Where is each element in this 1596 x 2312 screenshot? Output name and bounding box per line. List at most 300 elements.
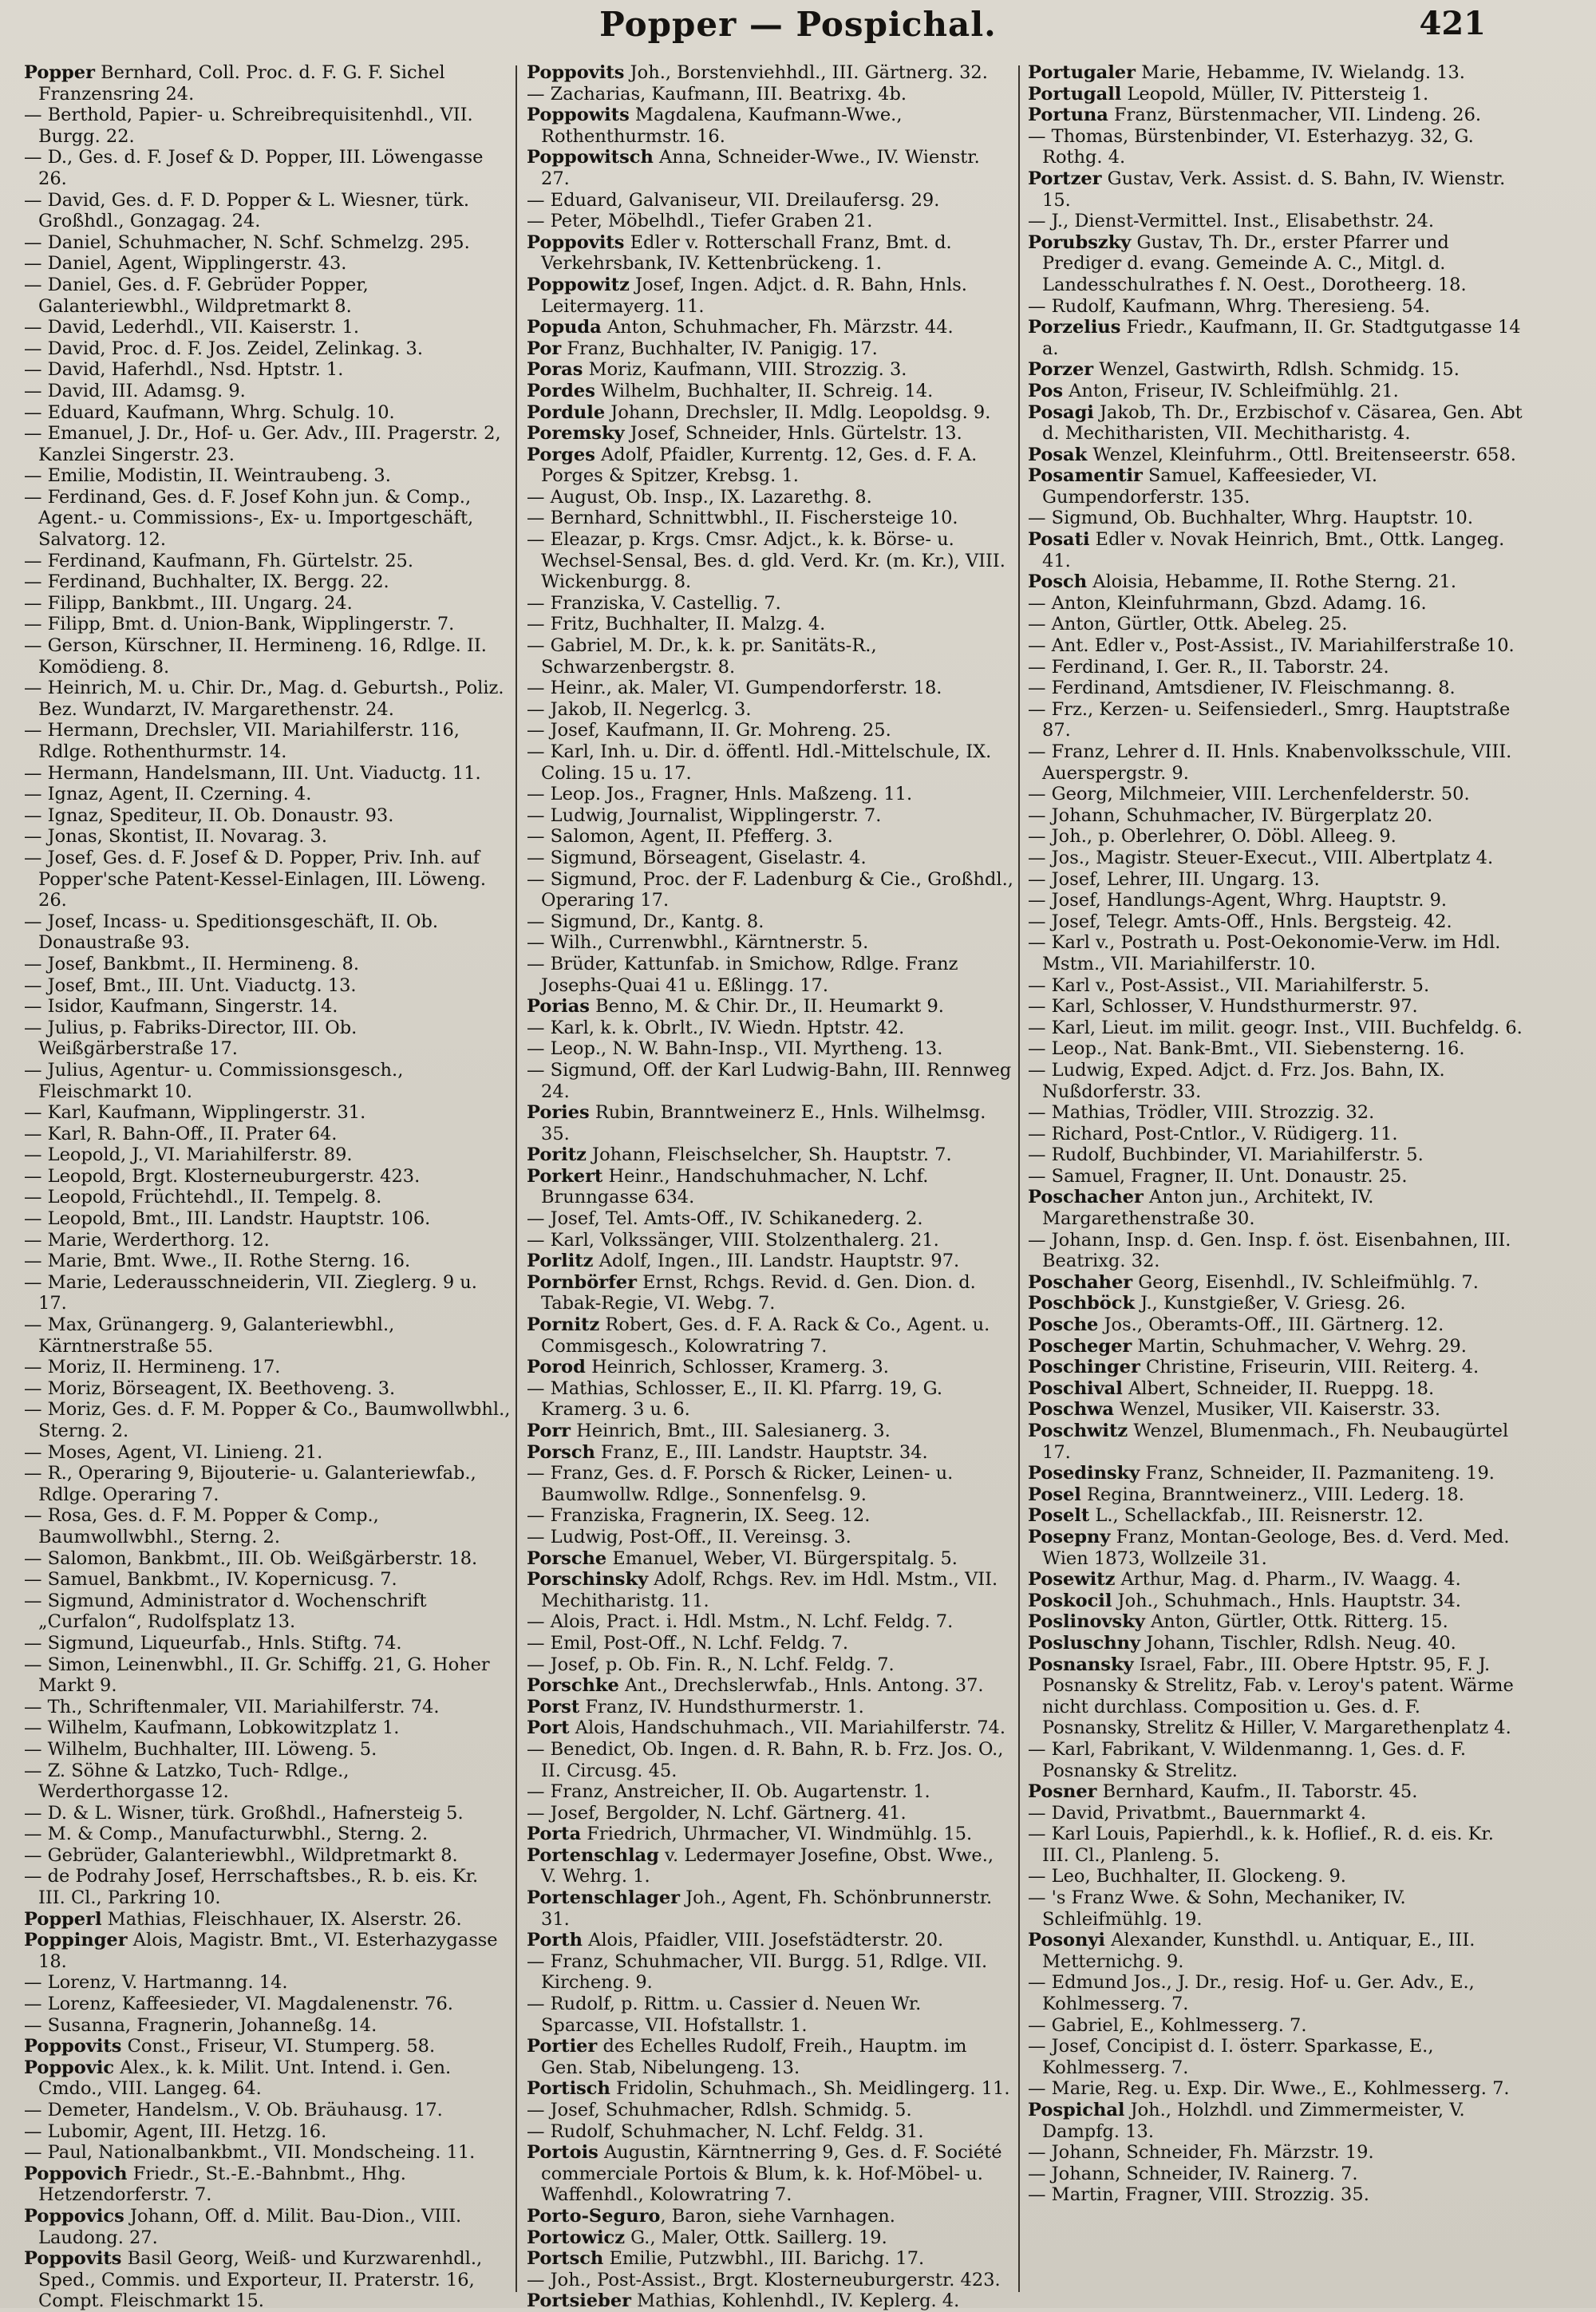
directory-entry: — Isidor, Kaufmann, Singerstr. 14.	[24, 996, 338, 1018]
directory-entry: Porkert Heinr., Handschuhmacher, N. Lchf. Brunngasse 634.	[527, 1165, 929, 1208]
entry-surname: Poselt	[1028, 1505, 1090, 1527]
entry-surname: Poschinger	[1028, 1357, 1140, 1378]
directory-entry: Poschacher Anton jun., Architekt, IV. Margarethenstraße 30.	[1028, 1187, 1374, 1230]
directory-entry: Porta Friedrich, Uhrmacher, VI. Windmühlg. 15.	[527, 1824, 973, 1845]
directory-entry: Portugall Leopold, Müller, IV. Pittersteig 1.	[1028, 83, 1429, 105]
directory-entry: Portugaler Marie, Hebamme, IV. Wielandg. 13.	[1028, 62, 1465, 83]
directory-entry: — Gabriel, E., Kohlmesserg. 7.	[1028, 2014, 1307, 2036]
directory-entry: — Josef, Handlungs-Agent, Whrg. Hauptstr. 9.	[1028, 890, 1448, 911]
entry-surname: Portier	[527, 2036, 598, 2057]
directory-entry: — David, Proc. d. F. Jos. Zeidel, Zelinkag. 3.	[24, 338, 424, 359]
directory-entry: — Lubomir, Agent, III. Hetzg. 16.	[24, 2120, 327, 2142]
directory-entry: — Karl v., Post-Assist., VII. Mariahilferstr. 5.	[1028, 974, 1430, 996]
entry-surname: Portsieber	[527, 2290, 632, 2312]
directory-entry: — Sigmund, Proc. der F. Ladenburg & Cie., Großhdl., Operaring 17.	[527, 868, 1013, 911]
directory-entry: — Ludwig, Exped. Adjct. d. Frz. Jos. Bahn, IX. Nußdorferstr. 33.	[1028, 1059, 1445, 1102]
directory-entry: Posagi Jakob, Th. Dr., Erzbischof v. Cäsarea, Gen. Abt d. Mechitharisten, VII. Mechitharistg. 4.	[1028, 401, 1523, 445]
directory-entry: — Samuel, Bankbmt., IV. Kopernicusg. 7.	[24, 1569, 397, 1591]
directory-entry: — D., Ges. d. F. Josef & D. Popper, III. Löwengasse 26.	[24, 147, 484, 189]
directory-entry: Porias Benno, M. & Chir. Dr., II. Heumarkt 9.	[527, 996, 944, 1018]
entry-surname: Poskocil	[1028, 1590, 1112, 1611]
directory-entry: Pordule Johann, Drechsler, II. Mdlg. Leopoldsg. 9.	[527, 401, 991, 423]
directory-entry: Posonyi Alexander, Kunsthdl. u. Antiquar, E., III. Metternichg. 9.	[1028, 1930, 1476, 1972]
entry-surname: Poschacher	[1028, 1187, 1144, 1208]
entry-surname: Posamentir	[1028, 465, 1143, 487]
directory-entry: Popperl Mathias, Fleischhauer, IX. Alserstr. 26.	[24, 1908, 462, 1930]
directory-entry: Porzer Wenzel, Gastwirth, Rdlsh. Schmidg. 15.	[1028, 359, 1460, 381]
directory-entry: Porzelius Friedr., Kaufmann, II. Gr. Stadtgutgasse 14 a.	[1028, 317, 1521, 359]
directory-entry: Poppovits Edler v. Rotterschall Franz, Bmt. d. Verkehrsbank, IV. Kettenbrückeng. 1.	[527, 231, 952, 275]
directory-entry: Poremsky Josef, Schneider, Hnls. Gürtelstr. 13.	[527, 423, 962, 445]
directory-entry: — August, Ob. Insp., IX. Lazarethg. 8.	[527, 486, 872, 508]
directory-entry: — Julius, p. Fabriks-Director, III. Ob. Weißgärberstraße 17.	[24, 1017, 358, 1060]
directory-entry: — Leop., N. W. Bahn-Insp., VII. Myrtheng. 13.	[527, 1038, 943, 1060]
directory-entry: — Salomon, Agent, II. Pfefferg. 3.	[527, 826, 833, 848]
directory-entry: — Salomon, Bankbmt., III. Ob. Weißgärberstr. 18.	[24, 1547, 478, 1569]
directory-entry: — Josef, Concipist d. I. österr. Sparkasse, E., Kohlmesserg. 7.	[1028, 2036, 1434, 2078]
entry-surname: Poppowitsch	[527, 147, 654, 168]
entry-surname: Poppovich	[24, 2163, 128, 2184]
directory-entry: — R., Operaring 9, Bijouterie- u. Galanteriewfab., Rdlge. Operaring 7.	[24, 1463, 476, 1505]
directory-entry: Posel Regina, Branntweinerz., VIII. Lederg. 18.	[1028, 1484, 1464, 1505]
directory-entry: Pornitz Robert, Ges. d. F. A. Rack & Co., Agent. u. Commisgesch., Kolowratring 7.	[527, 1314, 990, 1357]
directory-entry: — 's Franz Wwe. & Sohn, Mechaniker, IV. Schleifmühlg. 19.	[1028, 1887, 1406, 1930]
directory-entry: — Heinr., ak. Maler, VI. Gumpendorferstr. 18.	[527, 678, 942, 699]
directory-entry: — Anton, Kleinfuhrmann, Gbzd. Adamg. 16.	[1028, 592, 1427, 614]
entry-surname: Portois	[527, 2142, 598, 2164]
directory-entry: — Karl, Volkssänger, VIII. Stolzenthalerg. 21.	[527, 1229, 939, 1251]
directory-entry: Porr Heinrich, Bmt., III. Salesianerg. 3.	[527, 1421, 891, 1441]
directory-entry: — Richard, Post-Cntlor., V. Rüdigerg. 11.	[1028, 1123, 1398, 1144]
directory-entry: — Josef, Tel. Amts-Off., IV. Schikanederg. 2.	[527, 1208, 923, 1230]
directory-entry: Posnansky Israel, Fabr., III. Obere Hptstr. 95, F. J. Posnansky & Strelitz, Fab. v. Leroy's patent. Wärme nicht durchlass. Composition u. Ges. d. F. Posnansky, Strelitz & Hiller, V. Margarethenplatz 4.	[1028, 1654, 1514, 1739]
entry-surname: Portzer	[1028, 168, 1102, 189]
directory-entry: — Josef, Bankbmt., II. Hermineng. 8.	[24, 953, 359, 974]
entry-surname: Porzer	[1028, 359, 1094, 381]
directory-entry: — Samuel, Fragner, II. Unt. Donaustr. 25.	[1028, 1165, 1408, 1187]
entry-surname: Posche	[1028, 1314, 1099, 1336]
directory-entry: — Berthold, Papier- u. Schreibrequisitenhdl., VII. Burgg. 22.	[24, 105, 473, 147]
directory-entry: — Ferdinand, Kaufmann, Fh. Gürtelstr. 25.	[24, 550, 414, 571]
entry-surname: Posch	[1028, 571, 1088, 593]
directory-entry: Poppovich Friedr., St.-E.-Bahnbmt., Hhg. Hetzendorferstr. 7.	[24, 2163, 406, 2206]
directory-entry: — Franziska, V. Castellig. 7.	[527, 592, 781, 614]
directory-entry: Pordes Wilhelm, Buchhalter, II. Schreig. 14.	[527, 380, 934, 401]
directory-entry: Porto-Seguro, Baron, siehe Varnhagen.	[527, 2205, 895, 2227]
entry-surname: Pospichal	[1028, 2100, 1125, 2120]
directory-entry: — Leop. Jos., Fragner, Hnls. Maßzeng. 11.	[527, 784, 913, 805]
entry-surname: Portenschlager	[527, 1887, 680, 1909]
directory-entry: — Ferdinand, Ges. d. F. Josef Kohn jun. & Comp., Agent.- u. Commissions-, Ex- u. Importgeschäft, Salvatorg. 12.	[24, 486, 474, 551]
directory-entry: — Sigmund, Off. der Karl Ludwig-Bahn, III. Rennweg 24.	[527, 1059, 1012, 1102]
directory-entry: — Daniel, Schuhmacher, N. Schf. Schmelzg. 295.	[24, 231, 470, 253]
directory-entry: — Leo, Buchhalter, II. Glockeng. 9.	[1028, 1866, 1346, 1887]
directory-entry: — Marie, Bmt. Wwe., II. Rothe Sterng. 16.	[24, 1251, 411, 1272]
directory-entry: — Josef, Bmt., III. Unt. Viaductg. 13.	[24, 974, 357, 996]
entry-surname: Porges	[527, 444, 595, 465]
directory-entry: Poppovits Basil Georg, Weiß- und Kurzwarenhdl., Sped., Commis. und Exporteur, II. Praterstr. 16, Compt. Fleischmarkt 15.	[24, 2248, 483, 2312]
column-middle	[527, 62, 1013, 2312]
directory-entry: — Filipp, Bankbmt., III. Ungarg. 24.	[24, 592, 353, 614]
directory-entry: — Ant. Edler v., Post-Assist., IV. Mariahilferstraße 10.	[1028, 635, 1515, 657]
directory-entry: — Emanuel, J. Dr., Hof- u. Ger. Adv., III. Pragerstr. 2, Kanzlei Singerstr. 23.	[24, 423, 501, 465]
entry-surname: Porr	[527, 1421, 571, 1441]
directory-entry: — Wilhelm, Kaufmann, Lobkowitzplatz 1.	[24, 1717, 400, 1739]
directory-entry: Popper Bernhard, Coll. Proc. d. F. G. F. Sichel Franzensring 24.	[24, 62, 445, 105]
directory-entry: Portsch Emilie, Putzwbhl., III. Barichg. 17.	[527, 2248, 925, 2270]
directory-entry: — Karl, Fabrikant, V. Wildenmanng. 1, Ges. d. F. Posnansky & Strelitz.	[1028, 1738, 1466, 1781]
entry-surname: Poschwitz	[1028, 1421, 1128, 1441]
directory-entry: — Demeter, Handelsm., V. Ob. Bräuhausg. 17.	[24, 2100, 443, 2120]
directory-entry: — J., Dienst-Vermittel. Inst., Elisabethstr. 24.	[1028, 211, 1435, 232]
entry-surname: Posewitz	[1028, 1569, 1116, 1591]
entry-surname: Porkert	[527, 1165, 603, 1187]
directory-entry: Pospichal Joh., Holzhdl. und Zimmermeister, V. Dampfg. 13.	[1028, 2100, 1465, 2142]
directory-entry: Porschinsky Adolf, Rchgs. Rev. im Hdl. Mstm., VII. Mechitharistg. 11.	[527, 1569, 998, 1611]
directory-entry: Poppinger Alois, Magistr. Bmt., VI. Esterhazygasse 18.	[24, 1930, 498, 1972]
entry-surname: Poppovits	[527, 231, 625, 253]
directory-entry: Por Franz, Buchhalter, IV. Panigig. 17.	[527, 338, 878, 359]
entry-surname: Portowicz	[527, 2227, 625, 2248]
directory-entry: — Karl, k. k. Obrlt., IV. Wiedn. Hptstr. 42.	[527, 1017, 905, 1038]
directory-entry: — Sigmund, Liqueurfab., Hnls. Stiftg. 74.	[24, 1632, 402, 1654]
column-divider	[1018, 65, 1020, 2292]
directory-entry: — Joh., p. Oberlehrer, O. Döbl. Alleeg. 9.	[1028, 826, 1396, 848]
directory-entry: Poppovic Alex., k. k. Milit. Unt. Intend. i. Gen. Cmdo., VIII. Langeg. 64.	[24, 2057, 452, 2100]
directory-entry: — de Podrahy Josef, Herrschaftsbes., R. b. eis. Kr. III. Cl., Parkring 10.	[24, 1866, 479, 1909]
directory-entry: — Max, Grünangerg. 9, Galanteriewbhl., Kärntnerstraße 55.	[24, 1314, 395, 1357]
entry-surname: Pornitz	[527, 1314, 600, 1336]
directory-entry: Port Alois, Handschuhmach., VII. Mariahilferstr. 74.	[527, 1717, 1006, 1739]
page-title: Popper — Pospichal.	[599, 5, 997, 44]
directory-entry: — Emil, Post-Off., N. Lchf. Feldg. 7.	[527, 1632, 849, 1654]
directory-entry: Posati Edler v. Novak Heinrich, Bmt., Ottk. Langeg. 41.	[1028, 529, 1505, 571]
directory-entry: — Johann, Insp. d. Gen. Insp. f. öst. Eisenbahnen, III. Beatrixg. 32.	[1028, 1229, 1511, 1272]
column-right	[1028, 62, 1524, 2297]
entry-surname: Porschinsky	[527, 1569, 649, 1591]
entry-surname: Porod	[527, 1357, 586, 1378]
directory-entry: Posedinsky Franz, Schneider, II. Pazmaniteng. 19.	[1028, 1463, 1495, 1484]
directory-entry: — Gabriel, M. Dr., k. k. pr. Sanitäts-R., Schwarzenbergstr. 8.	[527, 635, 877, 678]
directory-entry: Poselt L., Schellackfab., III. Reisnerstr. 12.	[1028, 1505, 1424, 1527]
directory-entry: — Karl Louis, Papierhdl., k. k. Hoflief., R. d. eis. Kr. III. Cl., Planleng. 5.	[1028, 1824, 1494, 1866]
directory-entry: — Martin, Fragner, VIII. Strozzig. 35.	[1028, 2184, 1369, 2206]
directory-entry: — Gerson, Kürschner, II. Hermineng. 16, Rdlge. II. Komödieng. 8.	[24, 635, 487, 678]
directory-entry: Porod Heinrich, Schlosser, Kramerg. 3.	[527, 1357, 889, 1378]
entry-surname: Posel	[1028, 1484, 1081, 1505]
directory-entry: Portuna Franz, Bürstenmacher, VII. Lindeng. 26.	[1028, 105, 1482, 126]
directory-entry: Porschke Ant., Drechslerwfab., Hnls. Antong. 37.	[527, 1675, 984, 1697]
directory-entry: — Gebrüder, Galanteriewbhl., Wildpretmarkt 8.	[24, 1844, 458, 1866]
entry-surname: Portugall	[1028, 83, 1122, 105]
directory-entry: — Leop., Nat. Bank-Bmt., VII. Siebensterng. 16.	[1028, 1038, 1465, 1060]
directory-entry: Posak Wenzel, Kleinfuhrm., Ottl. Breitenseerstr. 658.	[1028, 444, 1516, 465]
directory-entry: Poppovics Johann, Off. d. Milit. Bau-Dion., VIII. Laudong. 27.	[24, 2205, 462, 2248]
directory-entry: Porubszky Gustav, Th. Dr., erster Pfarrer und Prediger d. evang. Gemeinde A. C., Mitgl. d. Landesschulrathes f. N. Oest., Dorotheerg. 18.	[1028, 231, 1467, 295]
directory-entry: Poppowits Magdalena, Kaufmann-Wwe., Rothenthurmstr. 16.	[527, 105, 903, 147]
directory-entry: — Karl, Kaufmann, Wipplingerstr. 31.	[24, 1102, 366, 1124]
directory-entry: Portenschlag v. Ledermayer Josefine, Obst. Wwe., V. Wehrg. 1.	[527, 1844, 994, 1887]
directory-entry: — Hermann, Drechsler, VII. Mariahilferstr. 116, Rdlge. Rothenthurmstr. 14.	[24, 720, 460, 762]
directory-entry: Posner Bernhard, Kaufm., II. Taborstr. 45.	[1028, 1781, 1418, 1803]
entry-surname: Pordule	[527, 401, 606, 423]
directory-entry: — Ludwig, Journalist, Wipplingerstr. 7.	[527, 804, 882, 826]
entry-surname: Poppovits	[24, 2036, 122, 2057]
directory-entry: — Benedict, Ob. Ingen. d. R. Bahn, R. b. Frz. Jos. O., II. Circusg. 45.	[527, 1738, 1004, 1781]
directory-entry: — Jonas, Skontist, II. Novarag. 3.	[24, 826, 327, 848]
directory-entry: Poschinger Christine, Friseurin, VIII. Reiterg. 4.	[1028, 1357, 1479, 1378]
directory-entry: Poschwa Wenzel, Musiker, VII. Kaiserstr. 33.	[1028, 1399, 1441, 1421]
entry-surname: Poritz	[527, 1144, 587, 1166]
directory-entry: Poritz Johann, Fleischselcher, Sh. Hauptstr. 7.	[527, 1144, 952, 1166]
directory-entry: — Franz, Ges. d. F. Porsch & Ricker, Leinen- u. Baumwollw. Rdlge., Sonnenfelsg. 9.	[527, 1463, 954, 1505]
column-left	[24, 62, 511, 2312]
entry-surname: Portsch	[527, 2248, 604, 2270]
directory-entry: Poscheger Martin, Schuhmacher, V. Wehrg. 29.	[1028, 1335, 1467, 1357]
entry-surname: Portugaler	[1028, 62, 1136, 83]
directory-entry: — Ignaz, Spediteur, II. Ob. Donaustr. 93.	[24, 804, 394, 826]
directory-entry: — Leopold, Bmt., III. Landstr. Hauptstr. 106.	[24, 1208, 431, 1230]
directory-entry: — Rudolf, Kaufmann, Whrg. Theresieng. 54.	[1028, 295, 1431, 317]
directory-entry: Portsieber Mathias, Kohlenhdl., IV. Keplerg. 4.	[527, 2290, 960, 2312]
directory-entry: — Anton, Gürtler, Ottk. Abeleg. 25.	[1028, 614, 1348, 635]
directory-entry: Posewitz Arthur, Mag. d. Pharm., IV. Waagg. 4.	[1028, 1569, 1461, 1591]
entry-surname: Porto-Seguro	[527, 2205, 661, 2227]
directory-entry: Pories Rubin, Branntweinerz E., Hnls. Wilhelmsg. 35.	[527, 1102, 986, 1144]
directory-entry: Poppovits Const., Friseur, VI. Stumperg. 58.	[24, 2036, 436, 2057]
entry-surname: Porth	[527, 1930, 583, 1951]
directory-entry: — Karl, R. Bahn-Off., II. Prater 64.	[24, 1123, 338, 1144]
entry-surname: Porsche	[527, 1547, 607, 1569]
directory-entry: — Moriz, Ges. d. F. M. Popper & Co., Baumwollwbhl., Sterng. 2.	[24, 1399, 511, 1441]
directory-entry: Poppovits Joh., Borstenviehhdl., III. Gärtnerg. 32.	[527, 62, 988, 83]
directory-entry: Portier des Echelles Rudolf, Freih., Hauptm. im Gen. Stab, Nibelungeng. 13.	[527, 2036, 967, 2078]
directory-entry: — Peter, Möbelhdl., Tiefer Graben 21.	[527, 211, 873, 232]
directory-entry: — David, Ges. d. F. D. Popper & L. Wiesner, türk. Großhdl., Gonzagag. 24.	[24, 189, 470, 232]
entry-surname: Portisch	[527, 2078, 610, 2100]
entry-surname: Porlitz	[527, 1251, 594, 1272]
entry-surname: Poppovits	[24, 2248, 122, 2270]
directory-entry: — Zacharias, Kaufmann, III. Beatrixg. 4b.	[527, 83, 907, 105]
directory-entry: — Leopold, Brgt. Klosterneuburgerstr. 423.	[24, 1165, 421, 1187]
entry-surname: Port	[527, 1717, 570, 1739]
entry-surname: Poppowitz	[527, 274, 630, 295]
directory-entry: — Ferdinand, Amtsdiener, IV. Fleischmanng. 8.	[1028, 678, 1456, 699]
entry-surname: Porsch	[527, 1441, 595, 1463]
entry-surname: Porubszky	[1028, 231, 1132, 253]
directory-entry: — Johann, Schuhmacher, IV. Bürgerplatz 20.	[1028, 804, 1433, 826]
directory-entry: — Franz, Anstreicher, II. Ob. Augartenstr. 1.	[527, 1781, 930, 1803]
entry-surname: Posagi	[1028, 401, 1094, 423]
entry-surname: Popuda	[527, 317, 602, 338]
directory-entry: — D. & L. Wisner, türk. Großhdl., Hafnersteig 5.	[24, 1802, 464, 1824]
directory-entry: — Hermann, Handelsmann, III. Unt. Viaductg. 11.	[24, 762, 481, 784]
directory-entry: — Karl, Inh. u. Dir. d. öffentl. Hdl.-Mittelschule, IX. Coling. 15 u. 17.	[527, 741, 992, 784]
entry-surname: Poppovic	[24, 2057, 115, 2078]
entry-surname: Pories	[527, 1102, 590, 1124]
directory-entry: — Karl, Schlosser, V. Hundsthurmerstr. 97.	[1028, 996, 1418, 1018]
entry-surname: Posnansky	[1028, 1654, 1134, 1675]
directory-entry: — Heinrich, M. u. Chir. Dr., Mag. d. Geburtsh., Poliz. Bez. Wundarzt, IV. Margarethenstr. 24.	[24, 678, 504, 720]
entry-surname: Poschival	[1028, 1377, 1123, 1399]
directory-entry: — Wilh., Currenwbhl., Kärntnerstr. 5.	[527, 932, 869, 954]
directory-entry: — Josef, Bergolder, N. Lchf. Gärtnerg. 41.	[527, 1802, 907, 1824]
entry-surname: Poras	[527, 359, 583, 381]
directory-entry: Portzer Gustav, Verk. Assist. d. S. Bahn, IV. Wienstr. 15.	[1028, 168, 1506, 211]
directory-entry: — Josef, Telegr. Amts-Off., Hnls. Bergsteig. 42.	[1028, 911, 1452, 932]
directory-entry: — Marie, Reg. u. Exp. Dir. Wwe., E., Kohlmesserg. 7.	[1028, 2078, 1510, 2100]
entry-surname: Poschböck	[1028, 1293, 1136, 1314]
entry-surname: Poppinger	[24, 1930, 128, 1951]
directory-entry: — Mathias, Trödler, VIII. Strozzig. 32.	[1028, 1102, 1375, 1124]
directory-entry: Poschböck J., Kunstgießer, V. Griesg. 26.	[1028, 1293, 1406, 1314]
directory-entry: — Filipp, Bmt. d. Union-Bank, Wipplingerstr. 7.	[24, 614, 455, 635]
directory-entry: — Sigmund, Dr., Kantg. 8.	[527, 911, 764, 932]
entry-surname: Porst	[527, 1696, 580, 1717]
directory-entry: — Lorenz, Kaffeesieder, VI. Magdalenenstr. 76.	[24, 1994, 453, 2015]
directory-entry: — Thomas, Bürstenbinder, VI. Esterhazyg. 32, G. Rothg. 4.	[1028, 125, 1474, 168]
directory-entry: — Rudolf, p. Rittm. u. Cassier d. Neuen Wr. Sparcasse, VII. Hofstallstr. 1.	[527, 1994, 922, 2036]
entry-surname: Portuna	[1028, 105, 1108, 126]
directory-entry: — Moriz, II. Hermineng. 17.	[24, 1357, 281, 1378]
directory-entry: — Josef, Lehrer, III. Ungarg. 13.	[1028, 868, 1320, 890]
entry-surname: Porias	[527, 996, 590, 1018]
directory-entry: — Rudolf, Buchbinder, VI. Mariahilferstr. 5.	[1028, 1144, 1424, 1166]
directory-entry: — Leopold, J., VI. Mariahilferstr. 89.	[24, 1144, 353, 1166]
directory-entry: — Julius, Agentur- u. Commissionsgesch., Fleischmarkt 10.	[24, 1059, 404, 1102]
directory-entry: — Marie, Lederausschneiderin, VII. Zieglerg. 9 u. 17.	[24, 1271, 477, 1314]
directory-entry: — Franz, Schuhmacher, VII. Burgg. 51, Rdlge. VII. Kircheng. 9.	[527, 1950, 988, 1994]
directory-entry: — Paul, Nationalbankbmt., VII. Mondscheing. 11.	[24, 2142, 476, 2164]
column-divider	[516, 65, 517, 2292]
directory-entry: — Josef, p. Ob. Fin. R., N. Lchf. Feldg. 7.	[527, 1654, 895, 1675]
directory-entry: — Rosa, Ges. d. F. M. Popper & Comp., Baumwollwbhl., Sterng. 2.	[24, 1505, 379, 1547]
directory-entry: — David, Privatbmt., Bauernmarkt 4.	[1028, 1802, 1367, 1824]
directory-entry: — Emilie, Modistin, II. Weintraubeng. 3.	[24, 465, 391, 487]
entry-surname: Portenschlag	[527, 1844, 659, 1866]
entry-surname: Poppovics	[24, 2205, 124, 2227]
directory-entry: — Daniel, Agent, Wipplingerstr. 43.	[24, 253, 347, 275]
directory-entry: Posche Jos., Oberamts-Off., III. Gärtnerg. 12.	[1028, 1314, 1444, 1336]
directory-entry: Portenschlager Joh., Agent, Fh. Schönbrunnerstr. 31.	[527, 1887, 993, 1930]
directory-entry: Poskocil Joh., Schuhmach., Hnls. Hauptstr. 34.	[1028, 1590, 1461, 1611]
directory-entry: Poslinovsky Anton, Gürtler, Ottk. Ritterg. 15.	[1028, 1611, 1448, 1633]
directory-entry: — Jos., Magistr. Steuer-Execut., VIII. Albertplatz 4.	[1028, 847, 1494, 868]
page-number: 421	[1419, 5, 1486, 42]
entry-surname: Pornbörfer	[527, 1271, 637, 1293]
directory-entry: — Mathias, Schlosser, E., II. Kl. Pfarrg. 19, G. Kramerg. 3 u. 6.	[527, 1377, 942, 1421]
directory-entry: — Marie, Werderthorg. 12.	[24, 1229, 270, 1251]
directory-entry: — Simon, Leinenwbhl., II. Gr. Schiffg. 21, G. Hoher Markt 9.	[24, 1654, 490, 1697]
directory-entry: — Franz, Lehrer d. II. Hnls. Knabenvolksschule, VIII. Auerspergstr. 9.	[1028, 741, 1512, 784]
entry-surname: Poppovits	[527, 62, 625, 83]
entry-surname: Posepny	[1028, 1526, 1111, 1547]
directory-entry: — Josef, Schuhmacher, Rdlsh. Schmidg. 5.	[527, 2100, 912, 2120]
directory-entry: — Karl v., Postrath u. Post-Oekonomie-Verw. im Hdl. Mstm., VII. Mariahilferstr. 10.	[1028, 932, 1501, 974]
directory-entry: Porsch Franz, E., III. Landstr. Hauptstr. 34.	[527, 1441, 928, 1463]
entry-surname: Popper	[24, 62, 95, 83]
directory-entry: — Franziska, Fragnerin, IX. Seeg. 12.	[527, 1505, 871, 1527]
entry-surname: Poscheger	[1028, 1335, 1132, 1357]
entry-surname: Poremsky	[527, 423, 625, 445]
directory-entry: — Johann, Schneider, Fh. Märzstr. 19.	[1028, 2142, 1374, 2164]
directory-entry: — Frz., Kerzen- u. Seifensiederl., Smrg. Hauptstraße 87.	[1028, 698, 1511, 741]
directory-entry: Posepny Franz, Montan-Geologe, Bes. d. Verd. Med. Wien 1873, Wollzeile 31.	[1028, 1526, 1510, 1569]
directory-entry: — Moses, Agent, VI. Linieng. 21.	[24, 1441, 323, 1463]
directory-entry: Pos Anton, Friseur, IV. Schleifmühlg. 21.	[1028, 380, 1399, 401]
directory-entry: Porth Alois, Pfaidler, VIII. Josefstädterstr. 20.	[527, 1930, 944, 1951]
directory-entry: — Johann, Schneider, IV. Rainerg. 7.	[1028, 2163, 1358, 2184]
directory-entry: — Ignaz, Agent, II. Czerning. 4.	[24, 784, 312, 805]
directory-entry: Popuda Anton, Schuhmacher, Fh. Märzstr. 44.	[527, 317, 954, 338]
entry-surname: Poslinovsky	[1028, 1611, 1145, 1633]
directory-entry: Portois Augustin, Kärntnerring 9, Ges. d. F. Société commerciale Portois & Blum, k. k. Hof-Möbel- u. Waffenhdl., Kolowratring 7.	[527, 2142, 1002, 2206]
directory-entry: Pornbörfer Ernst, Rchgs. Revid. d. Gen. Dion. d. Tabak-Regie, VI. Webg. 7.	[527, 1271, 976, 1314]
directory-entry: Poppowitsch Anna, Schneider-Wwe., IV. Wienstr. 27.	[527, 147, 980, 189]
entry-surname: Posedinsky	[1028, 1463, 1140, 1484]
directory-entry: Posamentir Samuel, Kaffeesieder, VI. Gumpendorferstr. 135.	[1028, 465, 1377, 508]
directory-entry: — Rudolf, Schuhmacher, N. Lchf. Feldg. 31.	[527, 2120, 924, 2142]
entry-surname: Posak	[1028, 444, 1088, 465]
directory-entry: — Karl, Lieut. im milit. geogr. Inst., VIII. Buchfeldg. 6.	[1028, 1017, 1523, 1038]
directory-entry: — Ludwig, Post-Off., II. Vereinsg. 3.	[527, 1526, 851, 1547]
directory-entry: Portowicz G., Maler, Ottk. Saillerg. 19.	[527, 2227, 887, 2248]
entry-surname: Porta	[527, 1824, 582, 1845]
directory-entry: — Eduard, Galvaniseur, VII. Dreilaufersg. 29.	[527, 189, 940, 211]
directory-entry: — Sigmund, Ob. Buchhalter, Whrg. Hauptstr. 10.	[1028, 508, 1474, 529]
entry-surname: Pordes	[527, 380, 595, 401]
entry-surname: Por	[527, 338, 562, 359]
directory-entry: — Sigmund, Börseagent, Giselastr. 4.	[527, 847, 867, 868]
directory-entry: Poppowitz Josef, Ingen. Adjct. d. R. Bahn, Hnls. Leitermayerg. 11.	[527, 274, 967, 317]
directory-entry: Porlitz Adolf, Ingen., III. Landstr. Hauptstr. 97.	[527, 1251, 960, 1272]
entry-surname: Posner	[1028, 1781, 1097, 1803]
directory-entry: — Th., Schriftenmaler, VII. Mariahilferstr. 74.	[24, 1696, 440, 1717]
directory-entry: — David, Haferhdl., Nsd. Hptstr. 1.	[24, 359, 344, 381]
directory-entry: — Wilhelm, Buchhalter, III. Löweng. 5.	[24, 1738, 377, 1760]
directory-entry: — Eduard, Kaufmann, Whrg. Schulg. 10.	[24, 401, 395, 423]
directory-entry: Posluschny Johann, Tischler, Rdlsh. Neug. 40.	[1028, 1632, 1456, 1654]
entry-surname: Poschwa	[1028, 1399, 1114, 1421]
directory-entry: Posch Aloisia, Hebamme, II. Rothe Sterng. 21.	[1028, 571, 1456, 593]
directory-entry: — Moriz, Börseagent, IX. Beethoveng. 3.	[24, 1377, 396, 1399]
directory-entry: — Alois, Pract. i. Hdl. Mstm., N. Lchf. Feldg. 7.	[527, 1611, 954, 1633]
entry-surname: Poschaher	[1028, 1271, 1133, 1293]
directory-entry: — Brüder, Kattunfab. in Smichow, Rdlge. Franz Josephs-Quai 41 u. Eßlingg. 17.	[527, 953, 958, 996]
directory-entry: — Sigmund, Administrator d. Wochenschrift „Curfalon“, Rudolfsplatz 13.	[24, 1590, 427, 1633]
directory-entry: — Jakob, II. Negerlcg. 3.	[527, 698, 752, 720]
entry-surname: Posonyi	[1028, 1930, 1105, 1951]
directory-entry: Poras Moriz, Kaufmann, VIII. Strozzig. 3.	[527, 359, 907, 381]
directory-entry: — Leopold, Früchtehdl., II. Tempelg. 8.	[24, 1187, 382, 1208]
directory-entry: Poschaher Georg, Eisenhdl., IV. Schleifmühlg. 7.	[1028, 1271, 1479, 1293]
entry-surname: Porzelius	[1028, 317, 1121, 338]
entry-surname: Pos	[1028, 380, 1063, 401]
directory-entry: — Lorenz, V. Hartmanng. 14.	[24, 1972, 288, 1994]
directory-entry: — Bernhard, Schnittwbhl., II. Fischersteige 10.	[527, 508, 958, 529]
directory-entry: Poschival Albert, Schneider, II. Rueppg. 18.	[1028, 1377, 1435, 1399]
page-header	[0, 0, 1596, 56]
directory-entry: — David, III. Adamsg. 9.	[24, 380, 246, 401]
directory-entry: Porges Adolf, Pfaidler, Kurrentg. 12, Ges. d. F. A. Porges & Spitzer, Krebsg. 1.	[527, 444, 978, 487]
directory-entry: — Fritz, Buchhalter, II. Malzg. 4.	[527, 614, 826, 635]
directory-entry: Poschwitz Wenzel, Blumenmach., Fh. Neubaugürtel 17.	[1028, 1421, 1509, 1463]
directory-entry: — Josef, Kaufmann, II. Gr. Mohreng. 25.	[527, 720, 891, 741]
directory-entry: — Josef, Incass- u. Speditionsgeschäft, II. Ob. Donaustraße 93.	[24, 911, 439, 954]
directory-entry: — M. & Comp., Manufacturwbhl., Sterng. 2.	[24, 1824, 429, 1845]
directory-entry: Portisch Fridolin, Schuhmach., Sh. Meidlingerg. 11.	[527, 2078, 1010, 2100]
directory-entry: — Ferdinand, Buchhalter, IX. Bergg. 22.	[24, 571, 389, 593]
